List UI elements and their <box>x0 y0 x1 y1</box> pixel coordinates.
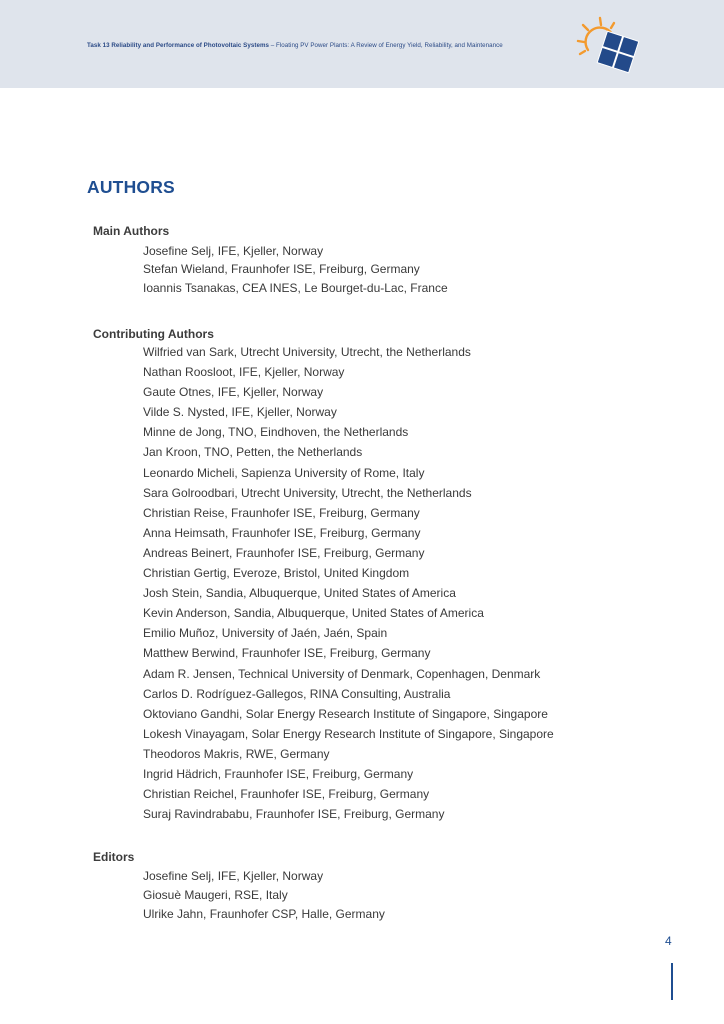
author-entry: Jan Kroon, TNO, Petten, the Netherlands <box>143 445 363 460</box>
author-entry: Theodoros Makris, RWE, Germany <box>143 746 330 761</box>
main-authors-list <box>143 242 448 297</box>
running-header <box>87 42 503 49</box>
author-entry: Josefine Selj, IFE, Kjeller, Norway <box>143 869 324 883</box>
author-entry: Vilde S. Nysted, IFE, Kjeller, Norway <box>143 405 337 420</box>
author-entry: Christian Reichel, Fraunhofer ISE, Freiburg, Germany <box>143 787 430 802</box>
author-entry: Adam R. Jensen, Technical University of Denmark, Copenhagen, Denmark <box>143 666 541 681</box>
main-authors-heading: Main Authors <box>93 224 170 238</box>
author-entry: Christian Gertig, Everoze, Bristol, United Kingdom <box>143 566 410 581</box>
header-band <box>0 0 724 88</box>
author-entry: Lokesh Vinayagam, Solar Energy Research Institute of Singapore, Singapore <box>143 726 554 741</box>
author-entry: Andreas Beinert, Fraunhofer ISE, Freiburg, Germany <box>143 545 425 560</box>
author-entry: Carlos D. Rodríguez-Gallegos, RINA Consulting, Australia <box>143 686 451 701</box>
author-entry: Josh Stein, Sandia, Albuquerque, United States of America <box>143 586 456 601</box>
contributing-authors-list <box>143 342 554 824</box>
author-entry: Gaute Otnes, IFE, Kjeller, Norway <box>143 385 324 400</box>
running-header-task: Task 13 Reliability and Performance of Photovoltaic Systems <box>87 42 269 49</box>
author-entry: Kevin Anderson, Sandia, Albuquerque, United States of America <box>143 606 484 621</box>
author-entry: Ioannis Tsanakas, CEA INES, Le Bourget-du-Lac, France <box>143 280 448 295</box>
author-entry: Ulrike Jahn, Fraunhofer CSP, Halle, Germany <box>143 906 385 921</box>
author-entry: Ingrid Hädrich, Fraunhofer ISE, Freiburg, Germany <box>143 766 414 781</box>
author-entry: Matthew Berwind, Fraunhofer ISE, Freiburg, Germany <box>143 646 431 661</box>
author-entry: Nathan Roosloot, IFE, Kjeller, Norway <box>143 365 345 380</box>
contributing-authors-heading: Contributing Authors <box>93 327 214 341</box>
page-number-rule <box>671 963 673 1000</box>
author-entry: Anna Heimsath, Fraunhofer ISE, Freiburg, Germany <box>143 525 421 540</box>
author-entry: Josefine Selj, IFE, Kjeller, Norway <box>143 244 324 258</box>
page-number: 4 <box>665 934 672 948</box>
author-entry: Christian Reise, Fraunhofer ISE, Freiburg, Germany <box>143 505 420 520</box>
author-entry: Oktoviano Gandhi, Solar Energy Research Institute of Singapore, Singapore <box>143 706 548 721</box>
author-entry: Wilfried van Sark, Utrecht University, Utrecht, the Netherlands <box>143 345 471 359</box>
author-entry: Emilio Muñoz, University of Jaén, Jaén, Spain <box>143 626 388 641</box>
editors-list <box>143 867 385 923</box>
author-entry: Stefan Wieland, Fraunhofer ISE, Freiburg, Germany <box>143 262 420 277</box>
running-header-subtitle: – Floating PV Power Plants: A Review of Energy Yield, Reliability, and Maintenance <box>269 42 503 49</box>
author-entry: Leonardo Micheli, Sapienza University of Rome, Italy <box>143 465 425 480</box>
author-entry: Suraj Ravindrababu, Fraunhofer ISE, Freiburg, Germany <box>143 807 445 822</box>
author-entry: Giosuè Maugeri, RSE, Italy <box>143 887 288 902</box>
sun-solar-panel-logo-icon <box>576 14 640 76</box>
author-entry: Sara Golroodbari, Utrecht University, Utrecht, the Netherlands <box>143 485 472 500</box>
page-title: AUTHORS <box>87 177 175 197</box>
editors-heading: Editors <box>93 850 135 864</box>
author-entry: Minne de Jong, TNO, Eindhoven, the Netherlands <box>143 425 409 440</box>
